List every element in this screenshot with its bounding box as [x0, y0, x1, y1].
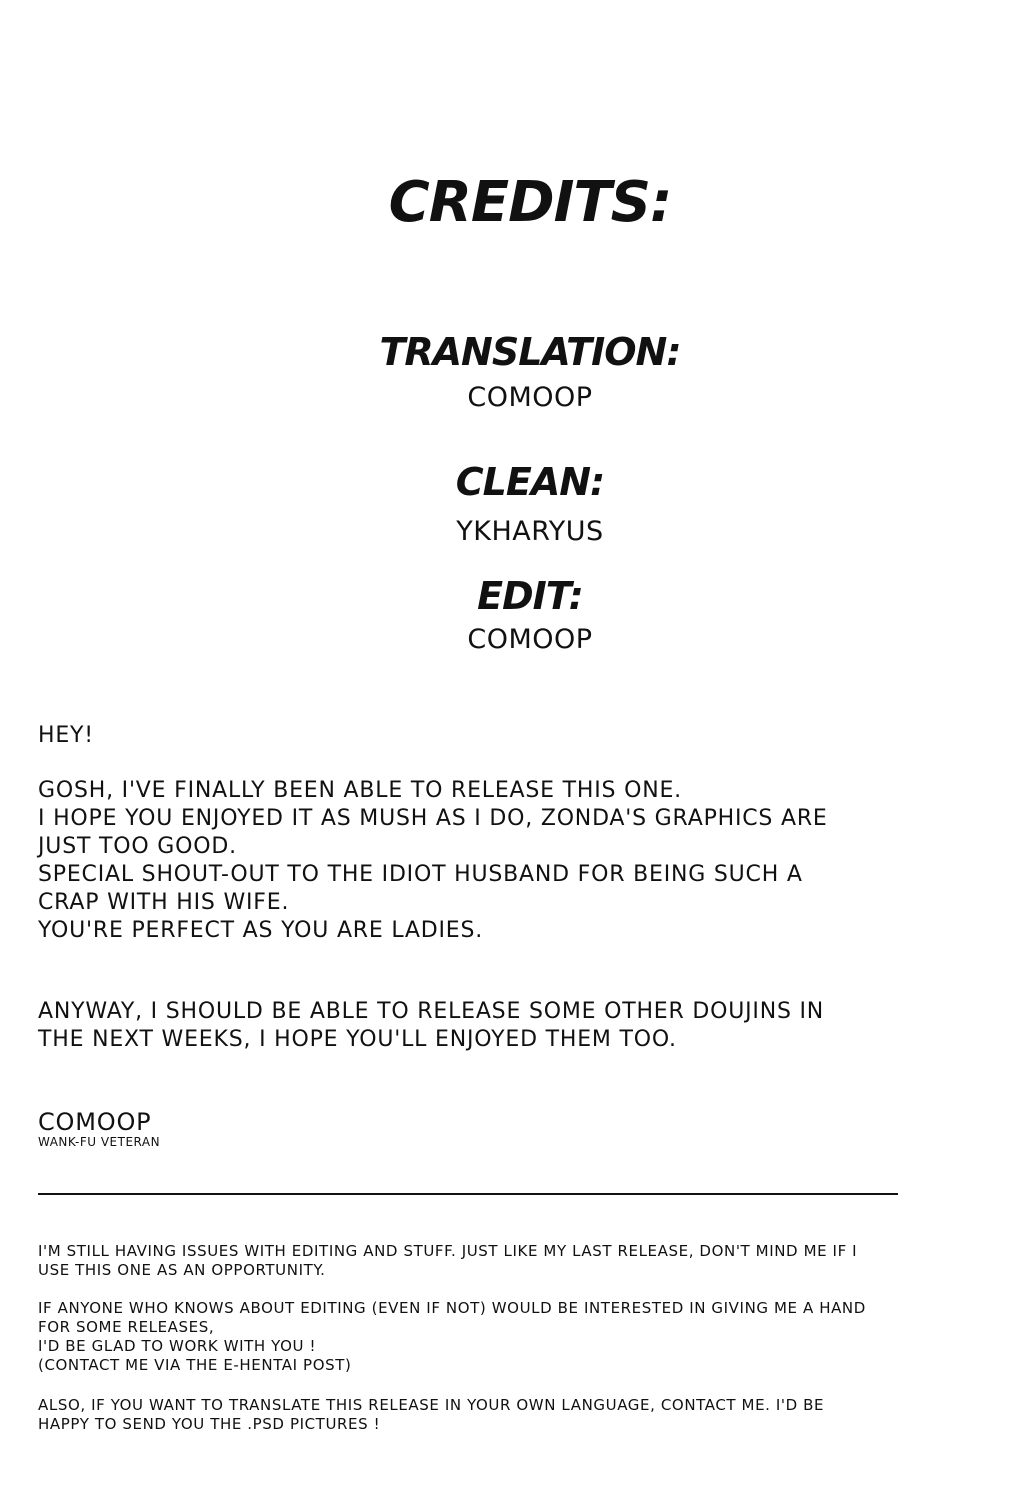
note-line: ALSO, IF YOU WANT TO TRANSLATE THIS RELEASE IN YOUR OWN LANGUAGE, CONTACT ME. I'D BE	[38, 1396, 825, 1414]
message-line: SPECIAL SHOUT-OUT TO THE IDIOT HUSBAND FOR BEING SUCH A	[38, 862, 803, 887]
message-line: GOSH, I'VE FINALLY BEEN ABLE TO RELEASE THIS ONE.	[38, 778, 682, 803]
message-line: I HOPE YOU ENJOYED IT AS MUSH AS I DO, ZONDA'S GRAPHICS ARE	[38, 806, 828, 831]
note-translation	[38, 1396, 1008, 1434]
edit-name: COMOOP	[467, 624, 593, 655]
clean-label: CLEAN:	[455, 460, 605, 504]
clean-name: YKHARYUS	[456, 516, 604, 547]
translation-label: TRANSLATION:	[379, 330, 681, 374]
note-line: (CONTACT ME VIA THE E-HENTAI POST)	[38, 1356, 352, 1374]
message-line: ANYWAY, I SHOULD BE ABLE TO RELEASE SOME OTHER DOUJINS IN	[38, 999, 825, 1024]
credits-title: CREDITS:	[388, 170, 672, 235]
note-editing-help	[38, 1299, 1008, 1375]
message-line: JUST TOO GOOD.	[38, 834, 237, 859]
message-paragraph-1	[38, 777, 998, 945]
divider	[38, 1193, 898, 1195]
note-line: IF ANYONE WHO KNOWS ABOUT EDITING (EVEN IF NOT) WOULD BE INTERESTED IN GIVING ME A HAND	[38, 1299, 866, 1317]
message-line: YOU'RE PERFECT AS YOU ARE LADIES.	[38, 918, 484, 943]
message-paragraph-2	[38, 998, 998, 1054]
message-line: CRAP WITH HIS WIFE.	[38, 890, 290, 915]
translation-name: COMOOP	[467, 382, 593, 413]
edit-label: EDIT:	[477, 574, 583, 618]
message-line: THE NEXT WEEKS, I HOPE YOU'LL ENJOYED THEM TOO.	[38, 1027, 677, 1052]
note-line: HAPPY TO SEND YOU THE .PSD PICTURES !	[38, 1415, 381, 1433]
note-line: USE THIS ONE AS AN OPPORTUNITY.	[38, 1261, 326, 1279]
signature: COMOOP	[38, 1108, 152, 1136]
note-line: I'D BE GLAD TO WORK WITH YOU !	[38, 1337, 317, 1355]
note-editing-issues	[38, 1242, 1008, 1280]
note-line: FOR SOME RELEASES,	[38, 1318, 215, 1336]
greeting-text: HEY!	[38, 723, 94, 748]
signature-subtitle: WANK-FU VETERAN	[38, 1135, 161, 1149]
note-line: I'M STILL HAVING ISSUES WITH EDITING AND STUFF. JUST LIKE MY LAST RELEASE, DON'T MIND ME IF I	[38, 1242, 858, 1260]
